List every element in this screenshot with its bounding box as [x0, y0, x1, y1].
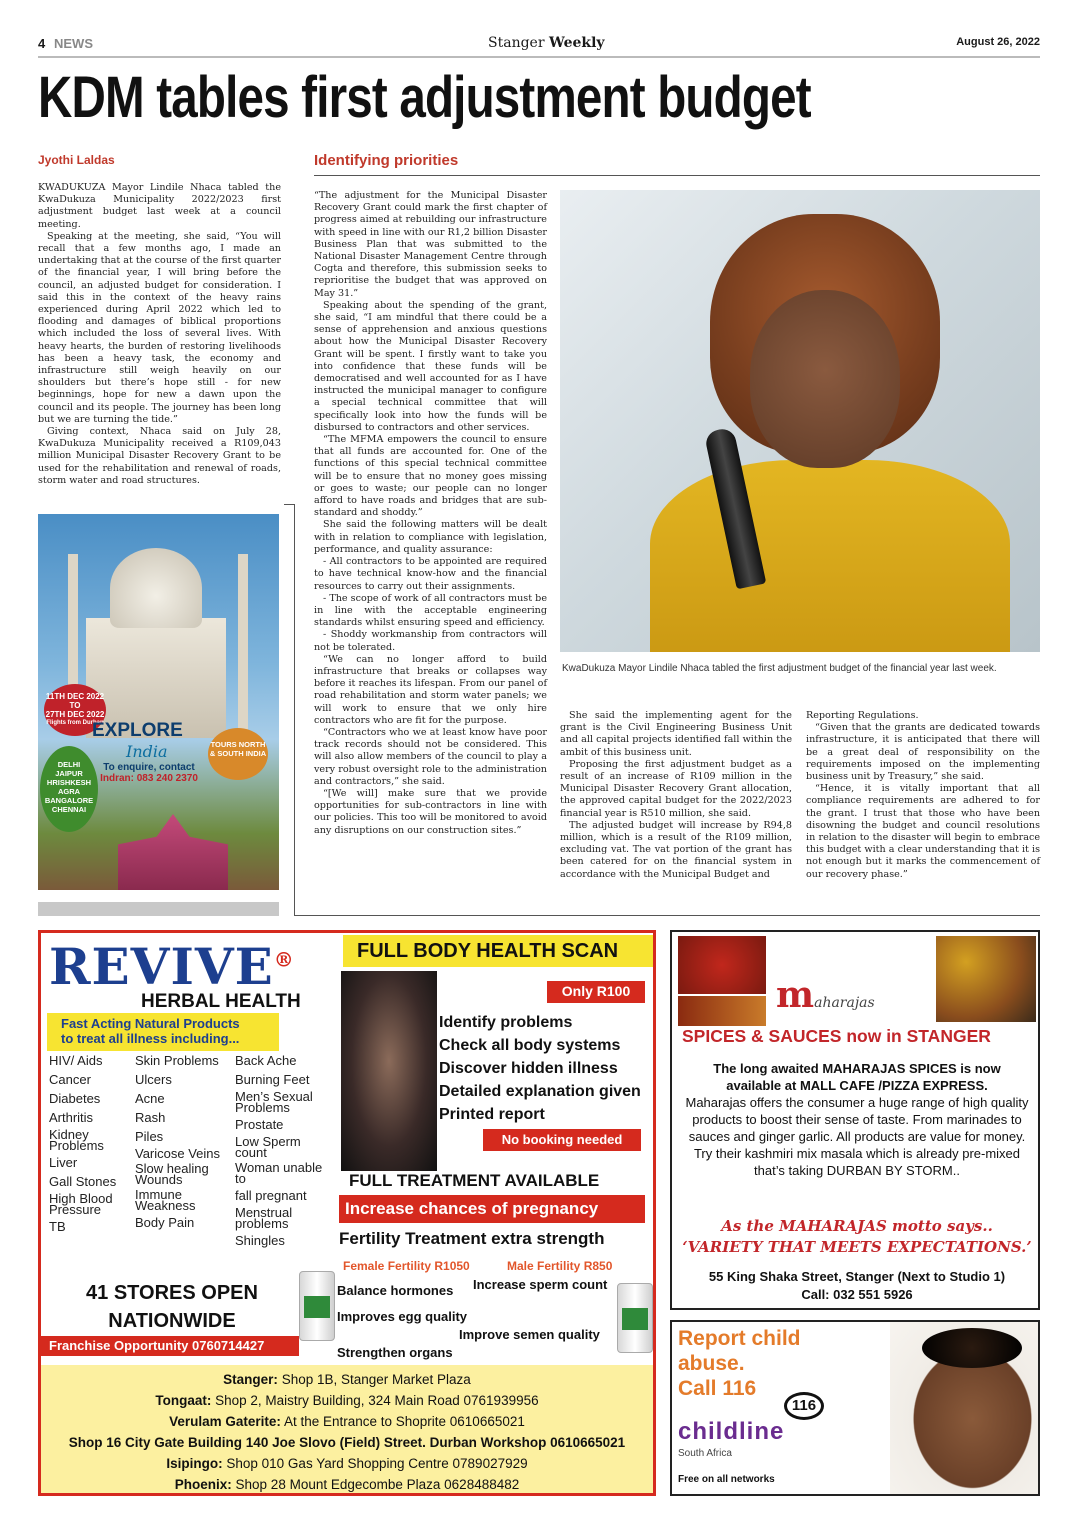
tours-badge: TOURS NORTH & SOUTH INDIA	[208, 728, 268, 780]
stores-nationwide: 41 STORES OPEN NATIONWIDE	[86, 1282, 258, 1332]
illness-list-3: Back Ache Burning Feet Men’s Sexual Problems Prostate Low Sperm count Woman unable to fall pregnant Menstrual problems Shingles	[235, 1053, 323, 1248]
benefit-semen: Improve semen quality	[459, 1327, 600, 1342]
photo-body	[650, 460, 1010, 652]
illness-list-2: Skin Problems Ulcers Acne Rash Piles Varicose Veins Slow healing Wounds Immune Weakness Body Pain	[135, 1053, 221, 1230]
childline-ad[interactable]	[670, 1320, 1040, 1496]
maharajas-logo: maharajas	[776, 974, 875, 1016]
minaret-right	[238, 554, 248, 734]
child-hair	[922, 1328, 1022, 1368]
herbal-health-title: HERBAL HEALTH	[141, 991, 301, 1012]
article-column-2: “The adjustment for the Municipal Disaster Recovery Grant could mark the first chapter of progress aimed at rebuilding our infrastructure with speed in line with our R1,2 billion Disaster Business Plan that was submitted to the National Disaster Management Centre through Cogta and therefore, this submission seeks to reprioritise the budget that was approved on May 31.” Speaking about the spending of the grant, she said, “I am mindful that there could be a sense of apprehension and anxious questions about how the Municipal Disaster Recovery Grant will be spent. I firstly want to take you into confidence that these funds will be democratised and well accounted for as I have instructed the municipal manager to configure a special technical committee that will specifically look into how the funds will be disbursed to contractors and other services. “The MFMA empowers the council to ensure that all funds are accounted for. One of the functions of this special technical committee will be to ensure that no money goes missing or goes to waste; our people can no longer afford to have roads and bridges that are sub-standard and shoddy.” She said the following matters will be dealt with in relation to compliance with legislation, performance, and quality assurance: - All contractors to be appointed are required to have technical know-how and the financial resources to carry out their assignments. - The scope of work of all contractors must be in line with the acceptable engineering standards whilst ensuring speed and efficiency. - Shoddy workmanship from contractors will not be tolerated. “We can no longer afford to build infrastructure that breaks or collapses way before it reaches its lifespan. From our panel of road rehabilitation and storm water panels; we will work to ensure that we only hire contractors who are fit for the purpose. “Contractors who we at least know have poor track records should not be considered. This will also allow members of the council to play a very robust oversight role to the administration and contractors,” she said. “[We will] make sure that we provide opportunities for sub-contractors in line with our policies. This too will be monitored to avoid any disruptions on our construction sites.”	[314, 190, 547, 836]
benefit-balance: Balance hormones	[337, 1283, 454, 1298]
male-fertility-price: Male Fertility R850	[507, 1259, 613, 1273]
subhead-rule	[314, 175, 1040, 176]
headline: KDM tables first adjustment budget	[38, 65, 811, 130]
scan-benefits: Identify problems Check all body systems Discover hidden illness Detailed explanation given Printed report	[439, 1014, 641, 1123]
maharajas-address: 55 King Shaka Street, Stanger (Next to Studio 1) Call: 032 551 5926	[708, 1269, 1006, 1302]
store-addresses: Stanger: Shop 1B, Stanger Market Plaza Tongaat: Shop 2, Maistry Building, 324 Main Road 0761939956 Verulam Gaterite: At the Entrance to Shoprite 0610665021 Shop 16 City Gate Building 140 Joe Slovo (Field) Street. Durban Workshop 0610665021 Isipingo: Shop 010 Gas Yard Shopping Centre 0789027929 Phoenix: Shop 28 Mount Edgecombe Plaza 0628488482	[41, 1365, 653, 1493]
issue-date: August 26, 2022	[956, 36, 1040, 48]
franchise-banner: Franchise Opportunity 0760714427	[41, 1336, 299, 1356]
photo-face	[750, 290, 900, 468]
benefit-egg: Improves egg quality	[337, 1309, 468, 1324]
free-networks: Free on all networks	[678, 1474, 775, 1485]
mayor-photo	[560, 190, 1040, 652]
cities-badge: DELHI JAIPUR HRISHKESH AGRA BANGALORE CHENNAI	[40, 746, 98, 832]
contact-info: To enquire, contact Indran: 083 240 2370	[100, 762, 198, 784]
phone-bubble-icon: 116	[784, 1392, 824, 1420]
page-number: 4	[38, 36, 46, 51]
article-column-1: KWADUKUZA Mayor Lindile Nhaca tabled the KwaDukuza Municipality 2022/2023 first adjustment budget last week at a council meeting. Speaking at the meeting, she said, “You will recall that a few months ago, I made an undertaking that at the course of the first quarter of the financial year, I will bring before the council, an adjusted budget for consideration. I said this in the context of the heavy rains experienced during April 2022 which led to flooding and damages of biblical proportions which included the loss of several lives. With heavy hearts, the burden of restoring livelihoods has been a heavy task, the economy and infrastructure still weigh heavily on our shoulders but there’s hope still - for new beginnings, hope for new a dawn upon the council and its people. The journey has been long but we are turning the tide.” Giving context, Nhaca said on July 28, KwaDukuza Municipality received a R109,043 million Municipal Disaster Recovery Grant to be used for the rehabilitation and renewal of roads, storm water and road structures.	[38, 182, 281, 486]
section-label: NEWS	[54, 36, 93, 51]
price-badge: Only R100	[547, 981, 645, 1003]
maharajas-body: The long awaited MAHARAJAS SPICES is now available at MALL CAFE /PIZZA EXPRESS. Maharajas offers the consumer a huge range of high quality products to boost their sense of taste. From marinades to sauces and ginger garlic. All products are value for money. Try their kashmiri mix masala which is already pre-mixed that’s taking DURBAN BY STORM..	[685, 1061, 1029, 1178]
photo-caption: KwaDukuza Mayor Lindile Nhaca tabled the first adjustment budget of the financial year last week.	[562, 663, 997, 674]
taj-mahal-dome	[110, 548, 202, 628]
childline-logo: childline	[678, 1418, 785, 1445]
revive-herbal-ad[interactable]	[38, 930, 656, 1496]
childline-country: South Africa	[678, 1448, 732, 1459]
maharajas-spices-ad[interactable]	[670, 930, 1040, 1310]
article-column-3: She said the implementing agent for the grant is the Civil Engineering Business Unit and all capital projects identified fall within the ambit of this business unit. Proposing the first adjustment budget as a result of an increase of R109 million in the Municipal Disaster Recovery Grant allocation, the approved capital budget for the 2022/2023 financial year is R510 million, she said. The adjusted budget will increase by R94,8 million, which is a result of the R109 million, excluding vat. The vat portion of the grant has been catered for on the financial system in accordance with the Municipal Budget and	[560, 710, 792, 880]
full-treatment-label: FULL TREATMENT AVAILABLE	[349, 1171, 600, 1190]
subhead: Identifying priorities	[314, 152, 459, 169]
explore-label: EXPLORE	[92, 720, 183, 741]
column-divider-tick	[284, 504, 294, 505]
benefit-sperm: Increase sperm count	[473, 1277, 608, 1292]
product-bottle-icon	[617, 1283, 653, 1353]
travel-ad[interactable]	[38, 514, 279, 890]
ad-footer-bar	[38, 902, 279, 916]
tagline-box: Fast Acting Natural Products to treat all illness including...	[47, 1013, 279, 1051]
revive-logo: REVIVE®	[49, 937, 295, 996]
header-rule	[38, 56, 1040, 58]
body-scan-image	[341, 971, 437, 1171]
product-bottle-icon	[299, 1271, 335, 1341]
no-booking-badge: No booking needed	[483, 1129, 641, 1151]
full-body-scan-banner: FULL BODY HEALTH SCAN	[343, 935, 656, 967]
page-header	[38, 34, 1040, 56]
fertility-label: Fertility Treatment extra strength	[339, 1229, 605, 1248]
maharajas-motto: As the MAHARAJAS motto says.. ‘VARIETY THAT MEETS EXPECTATIONS.’	[682, 1217, 1032, 1256]
illness-list-1: HIV/ Aids Cancer Diabetes Arthritis Kidney Problems Liver Gall Stones High Blood Pressure TB	[49, 1053, 117, 1234]
maharajas-title: SPICES & SAUCES now in STANGER	[682, 1026, 991, 1046]
article-bottom-rule	[294, 915, 1040, 916]
india-label: India	[126, 742, 168, 761]
spice-image	[678, 996, 766, 1026]
pregnancy-banner: Increase chances of pregnancy	[339, 1195, 645, 1223]
benefit-organs: Strengthen organs	[337, 1345, 453, 1360]
spice-image	[678, 936, 766, 994]
temple-image	[118, 814, 228, 890]
article-column-4: Reporting Regulations. “Given that the grants are dedicated towards infrastructure, it is anticipated that there will be a great deal of responsibility on the requirements imposed on the implementing business unit by Treasury,” she said. “Hence, it is vitally important that all compliance requirements are adhered to for the grant. I trust that those who have been disowning the budget and council resolutions in relation to the disaster will begin to embrace this budget with a clear understanding that it is not enough but it marks the commencement of our recovery phase.”	[806, 710, 1040, 880]
tour-dates-badge: 11TH DEC 2022 TO 27TH DEC 2022 Flights from Durban	[44, 684, 106, 736]
column-divider	[294, 504, 295, 916]
byline: Jyothi Laldas	[38, 153, 115, 167]
report-abuse-text: Report child abuse. Call 116	[678, 1327, 801, 1400]
female-fertility-price: Female Fertility R1050	[343, 1259, 470, 1273]
masthead: Stanger Weekly	[488, 35, 605, 51]
spice-bowls-image	[936, 936, 1036, 1022]
